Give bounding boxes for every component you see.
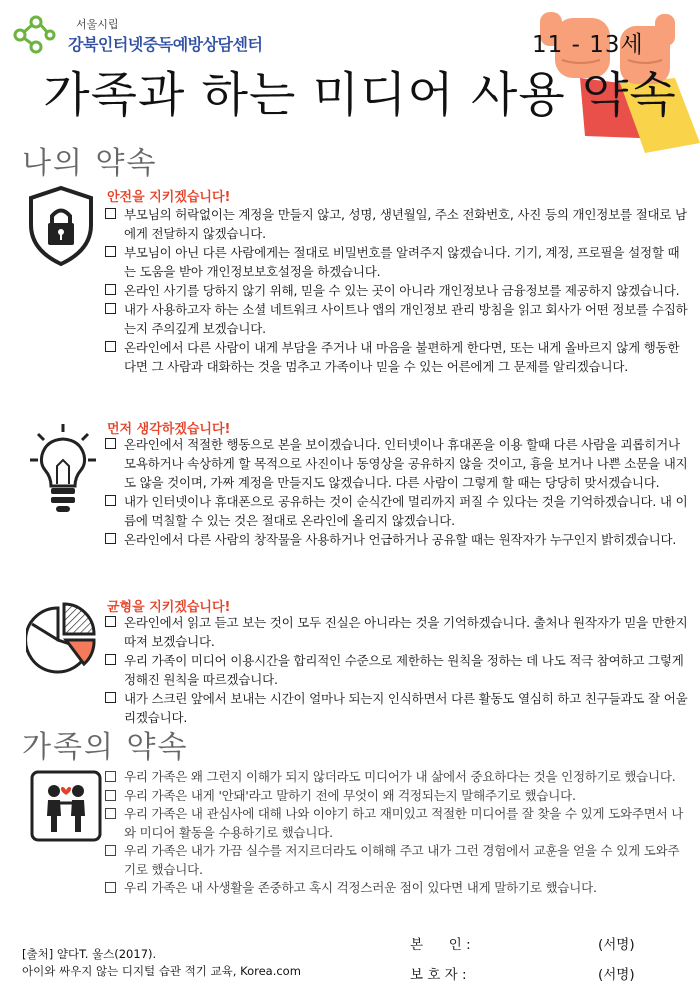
- page-title: 가족과 하는 미디어 사용 약속: [43, 67, 677, 123]
- guardian-signature-mark[interactable]: (서명): [598, 967, 635, 983]
- family-promise-title: 가족의 약속: [22, 730, 189, 765]
- safety-item-2[interactable]: 부모님이 아닌 다른 사람에게는 절대로 비밀번호를 알려주지 않겠습니다. 기기, 계정, 프로필을 설정할 때는 도움을 받아 개인정보보호설정을 하겠습니다.: [105, 243, 690, 281]
- safety-list: [105, 205, 690, 376]
- checkbox[interactable]: [105, 790, 116, 801]
- balance-heading: 균형을 지키겠습니다!: [107, 600, 231, 615]
- think-first-heading: 먼저 생각하겠습니다!: [107, 422, 231, 437]
- family-item-2[interactable]: 우리 가족은 내게 '안돼'라고 말하기 전에 무엇이 왜 걱정되는지 말해주기로 했습니다.: [105, 787, 690, 806]
- checkbox[interactable]: [105, 771, 116, 782]
- guardian-signature-label: 보 호 자 :: [410, 967, 467, 983]
- pie-chart-icon: [26, 602, 98, 674]
- safety-heading: 안전을 지키겠습니다!: [107, 190, 231, 205]
- org-header: [12, 12, 272, 56]
- checkbox[interactable]: [105, 208, 116, 219]
- checkbox[interactable]: [105, 808, 116, 819]
- safety-item-4[interactable]: 내가 사용하고자 하는 소셜 네트워크 사이트나 앱의 개인정보 관리 방침을 읽고 회사가 어떤 정보를 수집하는지 주의깊게 보겠습니다.: [105, 300, 690, 338]
- family-item-5[interactable]: 우리 가족은 내 사생활을 존중하고 혹시 걱정스러운 점이 있다면 내게 말하기로 했습니다.: [105, 879, 690, 898]
- age-range-label: 11 - 13세: [532, 32, 644, 58]
- my-promise-title: 나의 약속: [22, 146, 158, 181]
- safety-item-3[interactable]: 온라인 사기를 당하지 않기 위해, 믿을 수 있는 곳이 아니라 개인정보나 금융정보를 제공하지 않겠습니다.: [105, 281, 690, 300]
- checkbox[interactable]: [105, 692, 116, 703]
- checkbox[interactable]: [105, 882, 116, 893]
- family-item-4[interactable]: 우리 가족은 내가 가끔 실수를 저지르더라도 이해해 주고 내가 그런 경험에서 교훈을 얻을 수 있게 도와주기로 했습니다.: [105, 842, 690, 879]
- think-item-1[interactable]: 온라인에서 적절한 행동으로 본을 보이겠습니다. 인터넷이나 휴대폰을 이용 할때 다른 사람을 괴롭히거나 모욕하거나 속상하게 할 목적으로 사진이나 동영상을 공유하지 않을 것이고, 흉을 보거나 나쁜 소문을 내지도 않을 것이며, 가짜 계정을 만들지도 않겠습니다. 다른 사람이 그렇게 할 때는 당당히 맞서겠습니다.: [105, 435, 690, 492]
- source-line-1: [출처] 얄다T. 울스(2017).: [22, 947, 157, 961]
- family-item-3[interactable]: 우리 가족은 내 관심사에 대해 나와 이야기 하고 재미있고 적절한 미디어를 잘 찾을 수 있게 도와주면서 나와 미디어 활동을 수용하기로 했습니다.: [105, 805, 690, 842]
- checkbox[interactable]: [105, 303, 116, 314]
- source-line-2: 아이와 싸우지 않는 디지털 습관 적기 교육, Korea.com: [22, 964, 301, 978]
- checkbox[interactable]: [105, 616, 116, 627]
- family-list: [105, 768, 690, 898]
- safety-item-1[interactable]: 부모님의 허락없이는 계정을 만들지 않고, 성명, 생년월일, 주소 전화번호, 사진 등의 개인정보를 절대로 남에게 전달하지 않겠습니다.: [105, 205, 690, 243]
- checkbox[interactable]: [105, 246, 116, 257]
- think-item-2[interactable]: 내가 인터넷이나 휴대폰으로 공유하는 것이 순식간에 멀리까지 퍼질 수 있다는 것을 기억하겠습니다. 내 이름에 먹칠할 수 있는 것은 절대로 온라인에 올리지 않겠습니다.: [105, 492, 690, 530]
- lightbulb-icon: [30, 422, 96, 518]
- checkbox[interactable]: [105, 438, 116, 449]
- family-icon: [30, 770, 102, 842]
- balance-item-3[interactable]: 내가 스크린 앞에서 보내는 시간이 얼마나 되는지 인식하면서 다른 활동도 열심히 하고 친구들과도 잘 어울리겠습니다.: [105, 689, 690, 727]
- checkbox[interactable]: [105, 533, 116, 544]
- self-signature-mark[interactable]: (서명): [598, 937, 635, 953]
- source-citation: [22, 946, 301, 980]
- balance-item-2[interactable]: 우리 가족이 미디어 이용시간을 합리적인 수준으로 제한하는 원칙을 정하는 데 나도 적극 참여하고 그렇게 정해진 원칙을 따르겠습니다.: [105, 651, 690, 689]
- shield-lock-icon: [26, 185, 96, 267]
- org-logo-icon: [12, 14, 56, 54]
- think-item-3[interactable]: 온라인에서 다른 사람의 창작물을 사용하거나 언급하거나 공유할 때는 원작자가 누구인지 밝히겠습니다.: [105, 530, 690, 549]
- balance-list: [105, 613, 690, 727]
- org-city-label: 서울시립: [76, 18, 119, 31]
- checkbox[interactable]: [105, 495, 116, 506]
- org-name: 강북인터넷중독예방상담센터: [68, 35, 263, 54]
- think-first-list: [105, 435, 690, 549]
- checkbox[interactable]: [105, 341, 116, 352]
- checkbox[interactable]: [105, 845, 116, 856]
- self-signature-label: 본 인 :: [410, 937, 471, 953]
- safety-item-5[interactable]: 온라인에서 다른 사람이 내게 부담을 주거나 내 마음을 불편하게 한다면, 또는 내게 올바르지 않게 행동한다면 그 사람과 대화하는 것을 멈추고 가족이나 믿을 수 있는 어른에게 그 문제를 알리겠습니다.: [105, 338, 690, 376]
- family-item-1[interactable]: 우리 가족은 왜 그런지 이해가 되지 않더라도 미디어가 내 삶에서 중요하다는 것을 인정하기로 했습니다.: [105, 768, 690, 787]
- checkbox[interactable]: [105, 654, 116, 665]
- checkbox[interactable]: [105, 284, 116, 295]
- balance-item-1[interactable]: 온라인에서 읽고 듣고 보는 것이 모두 진실은 아니라는 것을 기억하겠습니다. 출처나 원작자가 믿을 만한지 따져 보겠습니다.: [105, 613, 690, 651]
